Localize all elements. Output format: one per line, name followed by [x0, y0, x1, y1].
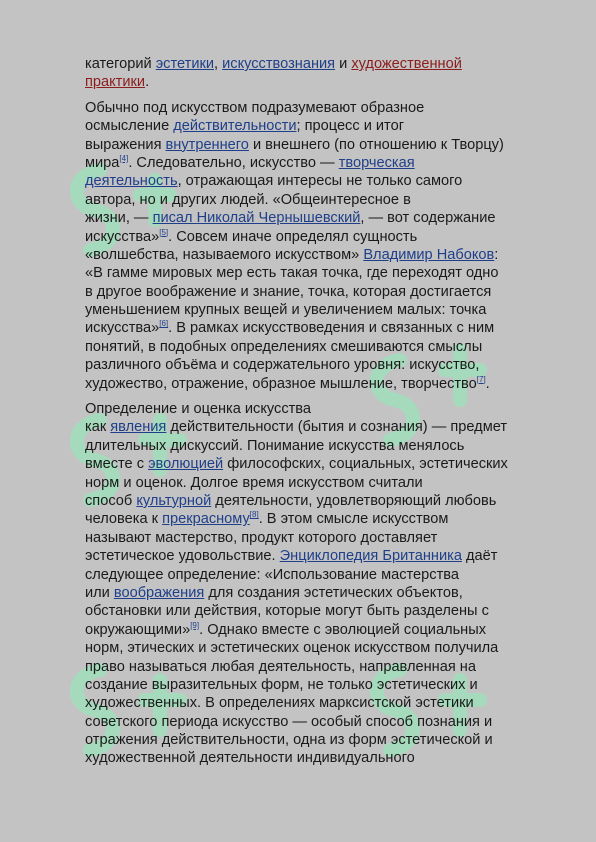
text-run: человека к: [85, 511, 163, 528]
text-run: философских, социальных, эстетических: [223, 456, 508, 473]
text-run: даёт: [461, 548, 498, 565]
text-line: [85, 639, 555, 657]
text-run: :: [494, 246, 499, 263]
text-line: [85, 356, 555, 374]
text-run: художественной деятельности индивидуального: [85, 750, 415, 767]
text-line: [85, 264, 555, 282]
text-run: категорий: [85, 56, 156, 72]
text-run: , отражающая интересы не только самого: [177, 173, 463, 190]
text-run: окружающими»: [85, 621, 191, 638]
text-run: Обычно под искусством подразумевают образное: [85, 99, 425, 116]
text-run: , — вот содержание: [360, 210, 496, 227]
text-run: . Однако вместе с эволюцией социальных: [199, 621, 487, 638]
citation-sup: [119, 154, 128, 163]
wiki-link[interactable]: творческая: [338, 154, 415, 171]
text-line: [85, 584, 555, 602]
text-run: или: [85, 584, 114, 601]
citation-link[interactable]: [5]: [159, 227, 169, 237]
wiki-link[interactable]: эстетики: [155, 56, 215, 72]
citation-link[interactable]: [6]: [159, 319, 169, 329]
text-run: обстановки или действия, которые могут быть разделены с: [85, 603, 489, 620]
text-line: [85, 172, 555, 190]
text-line: [85, 713, 555, 731]
text-run: норм и оценок. Долгое время искусством считали: [85, 474, 423, 491]
text-line: [85, 658, 555, 676]
text-run: и: [335, 56, 352, 72]
citation-sup: [190, 621, 199, 630]
text-run: отражения действительности, одна из форм эстетической и: [85, 732, 493, 749]
text-line: [85, 474, 555, 492]
wiki-link[interactable]: Владимир Набоков: [363, 246, 495, 263]
text-run: «В гамме мировых мер есть такая точка, где переходят одно: [85, 265, 499, 282]
text-run: вместе с: [85, 456, 149, 473]
text-run: способ: [85, 492, 137, 509]
text-run: и внешнего (по отношению к Творцу): [248, 136, 504, 153]
text-run: как: [85, 419, 111, 436]
text-line: [85, 566, 555, 584]
text-run: для создания эстетических объектов,: [204, 584, 463, 601]
text-run: называют мастерство, продукт которого доставляет: [85, 529, 438, 546]
missing-article-link[interactable]: практики: [85, 74, 146, 91]
citation-sup: [250, 510, 259, 519]
text-line: [85, 418, 555, 436]
text-line: [85, 136, 555, 154]
text-run: деятельности, удовлетворяющий любовь: [211, 492, 497, 509]
wiki-link[interactable]: писал Николай Чернышевский: [152, 210, 361, 227]
text-run: . Следовательно, искусство —: [128, 154, 339, 171]
text-line: [85, 338, 555, 356]
text-line: [85, 209, 555, 227]
text-run: искусства»: [85, 320, 160, 337]
text-run: уменьшением крупных вещей и увеличением малых: точка: [85, 302, 487, 319]
text-run: Определение и оценка искусства: [85, 401, 312, 418]
paragraph: [85, 55, 555, 92]
text-run: .: [485, 375, 490, 392]
paragraph: [85, 400, 555, 768]
wiki-link[interactable]: деятельность: [85, 173, 178, 190]
article-body: [85, 55, 555, 768]
text-run: норм, этических и эстетических оценок искусством получила: [85, 640, 499, 657]
wiki-link[interactable]: искусствознания: [222, 56, 336, 72]
text-run: «волшебства, называемого искусством»: [85, 246, 364, 263]
text-line: [85, 621, 555, 639]
text-run: действительности (бытия и сознания) — предмет: [166, 419, 508, 436]
missing-article-link[interactable]: художественной: [351, 56, 462, 72]
text-line: [85, 375, 555, 393]
text-line: [85, 99, 555, 117]
text-run: длительных дискуссий. Понимание искусства менялось: [85, 437, 465, 454]
text-line: [85, 191, 555, 209]
text-run: автора, но и других людей. «Общеинтересное в: [85, 191, 411, 208]
citation-sup: [159, 228, 168, 237]
wiki-link[interactable]: воображения: [113, 584, 205, 601]
text-run: художественных. В определениях марксистской эстетики: [85, 695, 474, 712]
text-line: [85, 117, 555, 135]
text-line: [85, 694, 555, 712]
text-line: [85, 510, 555, 528]
wiki-link[interactable]: действительности: [173, 118, 297, 135]
text-line: [85, 437, 555, 455]
text-run: в другое воображение и знание, точка, которая достигается: [85, 283, 492, 300]
paragraph: [85, 99, 555, 393]
citation-link[interactable]: [7]: [476, 374, 486, 384]
text-run: ,: [214, 56, 223, 72]
wiki-link[interactable]: культурной: [136, 492, 212, 509]
text-run: осмысление: [85, 118, 174, 135]
text-run: . Совсем иначе определял сущность: [168, 228, 418, 245]
citation-link[interactable]: [9]: [190, 620, 200, 630]
text-line: [85, 55, 555, 73]
wiki-link[interactable]: явления: [110, 419, 167, 436]
wiki-link[interactable]: внутреннего: [165, 136, 249, 153]
text-line: [85, 301, 555, 319]
text-run: советского периода искусство — особый способ познания и: [85, 713, 493, 730]
text-line: [85, 455, 555, 473]
text-line: [85, 246, 555, 264]
text-run: создание выразительных форм, не только эстетических и: [85, 676, 478, 693]
text-line: [85, 283, 555, 301]
text-line: [85, 529, 555, 547]
citation-link[interactable]: [8]: [249, 510, 259, 520]
text-line: [85, 228, 555, 246]
text-run: . В рамках искусствоведения и связанных с ним: [168, 320, 495, 337]
wiki-link[interactable]: Энциклопедия Британника: [279, 548, 462, 565]
text-run: различного объёма и содержательного уровня: искусство,: [85, 357, 480, 374]
citation-sup: [477, 375, 486, 384]
text-run: жизни, —: [85, 210, 153, 227]
text-line: [85, 400, 555, 418]
text-run: мира: [85, 154, 120, 171]
text-run: искусства»: [85, 228, 160, 245]
text-run: выражения: [85, 136, 166, 153]
citation-sup: [159, 319, 168, 328]
text-run: следующее определение: «Использование мастерства: [85, 566, 459, 583]
text-line: [85, 492, 555, 510]
text-line: [85, 319, 555, 337]
text-run: .: [145, 74, 150, 91]
text-line: [85, 73, 555, 91]
text-line: [85, 749, 555, 767]
text-line: [85, 547, 555, 565]
text-run: . В этом смысле искусством: [258, 511, 449, 528]
text-run: эстетическое удовольствие.: [85, 548, 280, 565]
text-run: художество, отражение, образное мышление, творчество: [85, 375, 477, 392]
text-run: ; процесс и итог: [296, 118, 405, 135]
text-line: [85, 731, 555, 749]
text-line: [85, 154, 555, 172]
wiki-link[interactable]: прекрасному: [162, 511, 250, 528]
text-line: [85, 676, 555, 694]
text-line: [85, 602, 555, 620]
text-run: право называться любая деятельность, направленная на: [85, 658, 476, 675]
wiki-link[interactable]: эволюцией: [148, 456, 224, 473]
citation-link[interactable]: [4]: [119, 153, 129, 163]
text-run: понятий, в подобных определениях смешиваются смыслы: [85, 338, 483, 355]
